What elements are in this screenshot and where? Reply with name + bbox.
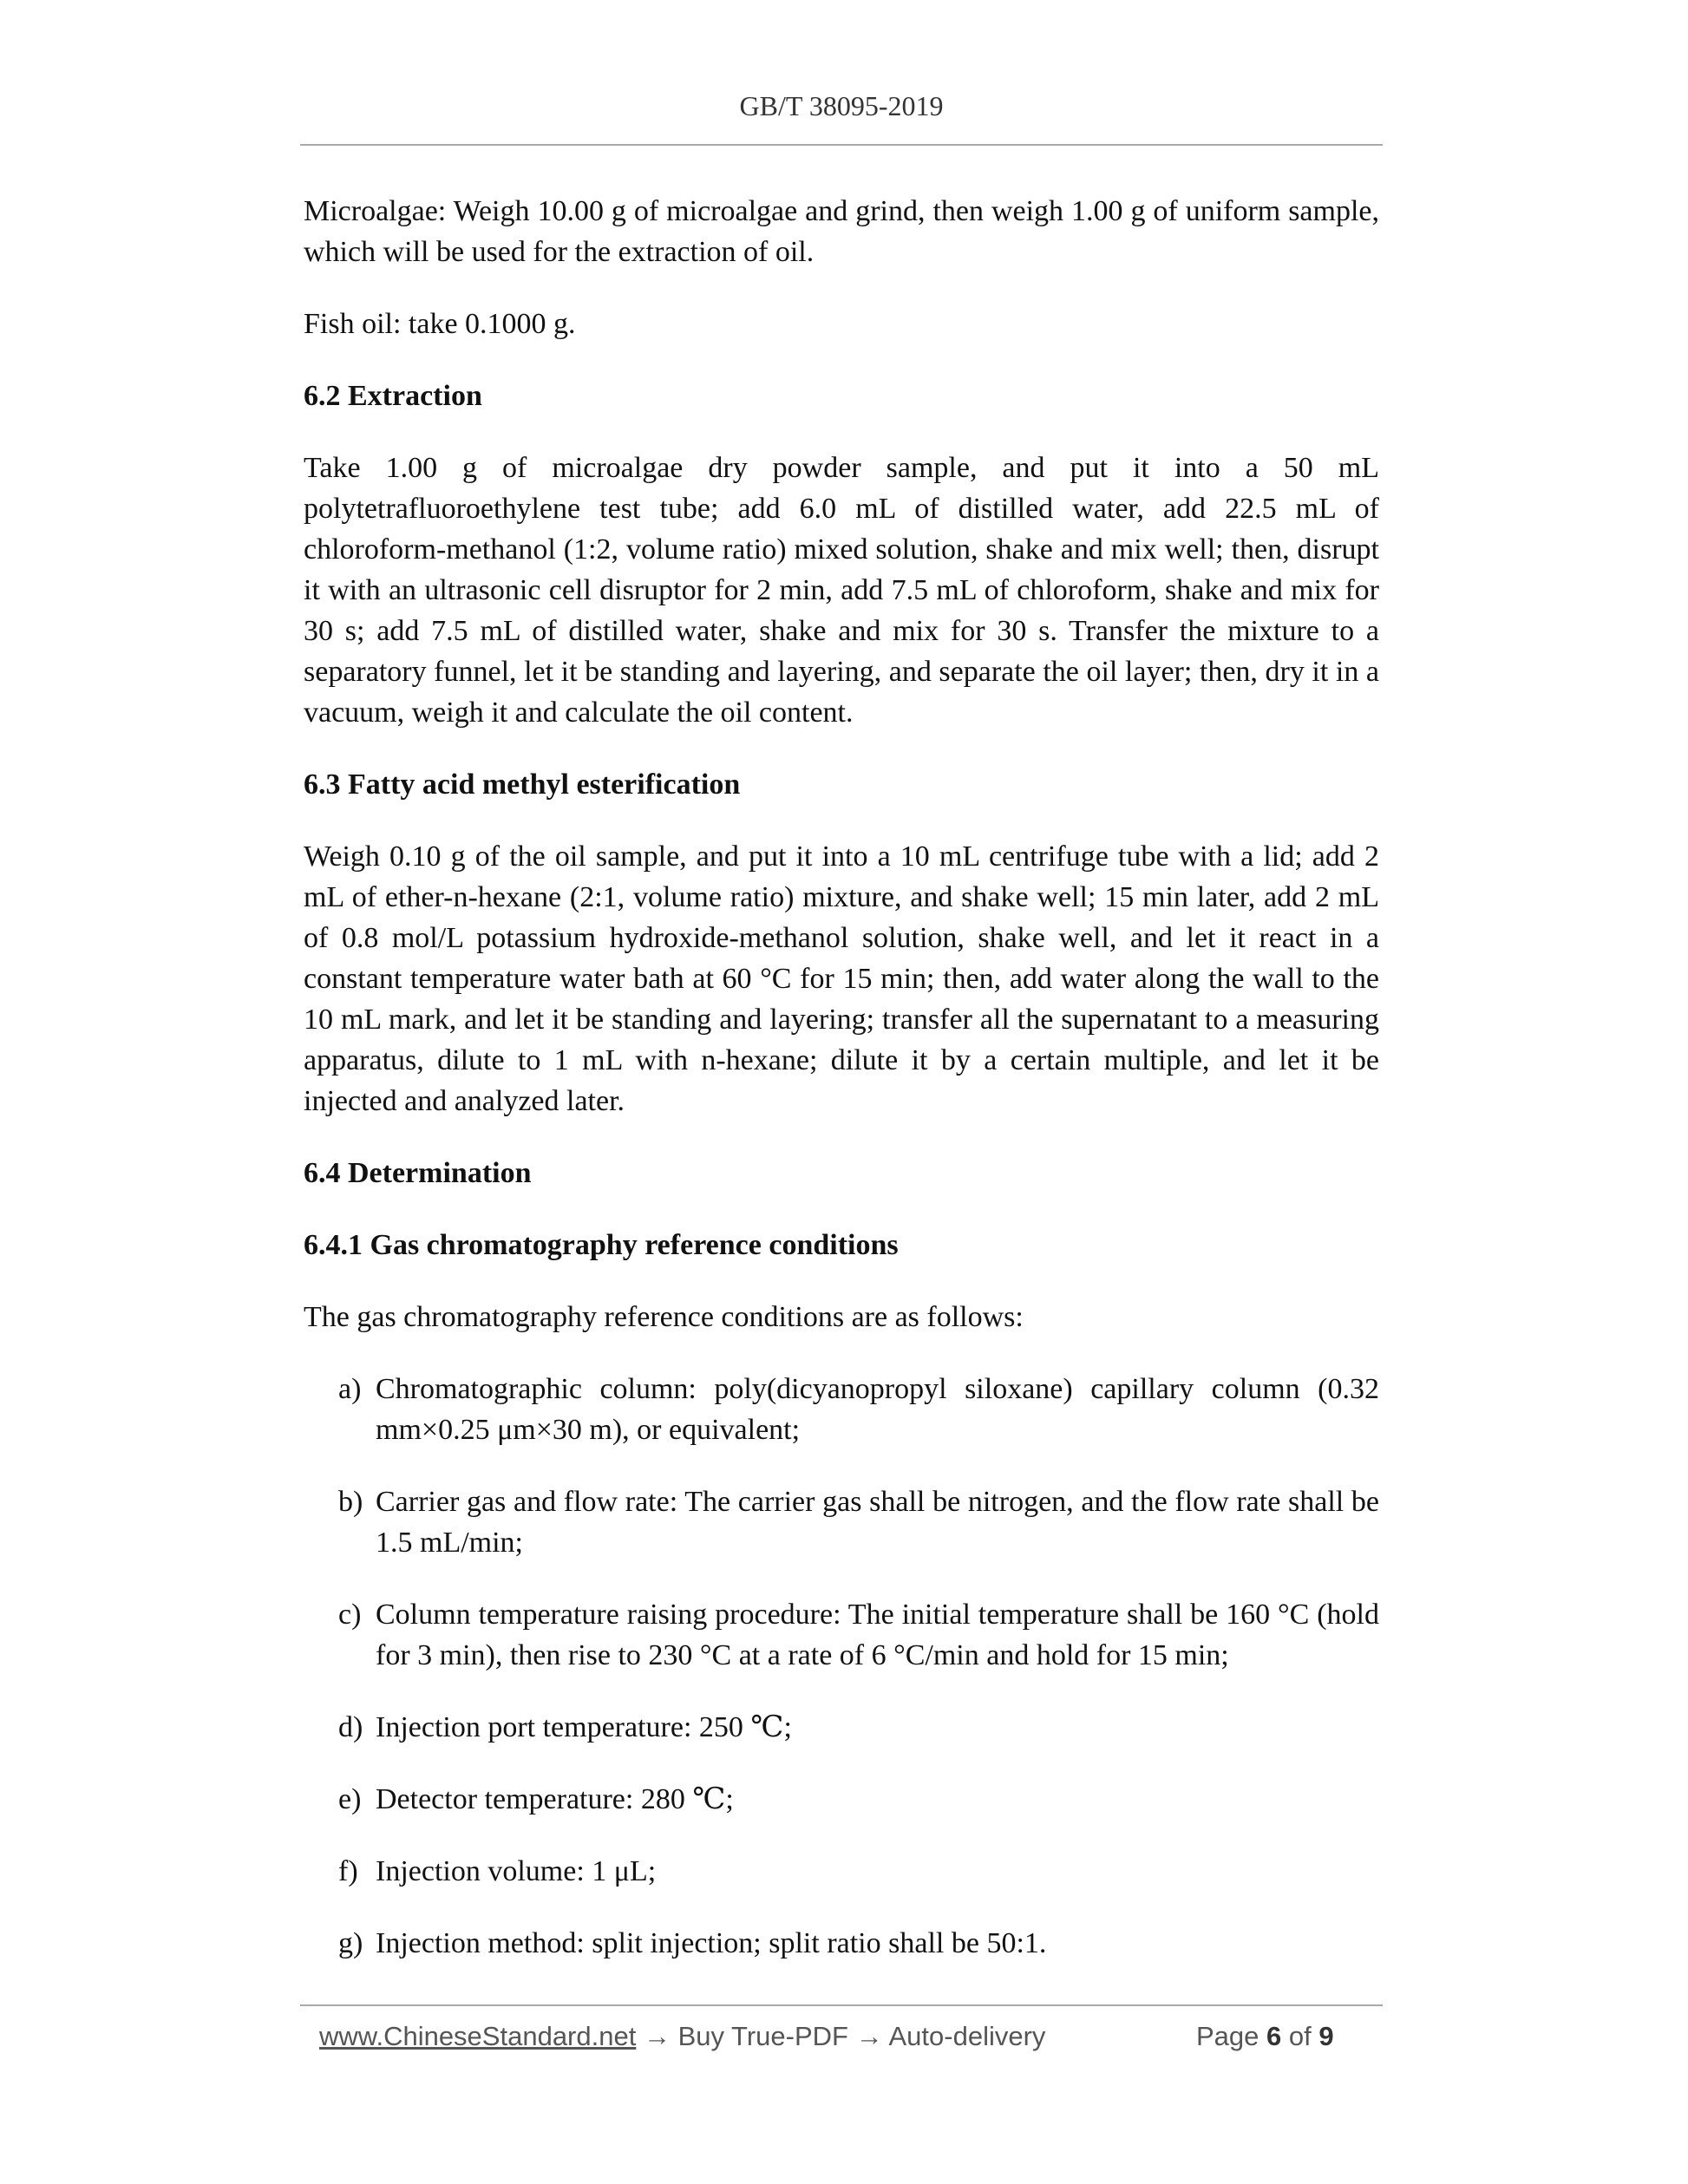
list-item-text: Injection port temperature: 250 ℃; (376, 1711, 792, 1743)
conditions-list (304, 1369, 1379, 1964)
list-marker: g) (338, 1927, 363, 1959)
running-header: GB/T 38095-2019 (739, 90, 944, 121)
page-current: 6 (1266, 2021, 1282, 2051)
paragraph-fish-oil: Fish oil: take 0.1000 g. (304, 308, 576, 340)
auto-delivery-text: Auto-delivery (888, 2021, 1046, 2051)
heading-6-2: 6.2 Extraction (304, 380, 482, 412)
list-marker: b) (338, 1486, 363, 1518)
list-marker: f) (338, 1855, 358, 1887)
list-item (304, 1779, 1379, 1820)
page-total: 9 (1318, 2021, 1334, 2051)
list-item (304, 1851, 1379, 1892)
list-item-text: Chromatographic column: poly(dicyanopropyl siloxane) capillary column (0.32 mm×0.25 μm×30 m), or equivalent; (376, 1373, 1379, 1446)
page-content (304, 191, 1379, 1995)
list-item (304, 1594, 1379, 1676)
header-divider (300, 144, 1383, 146)
list-item (304, 1481, 1379, 1563)
list-marker: a) (338, 1373, 362, 1405)
heading-6-4: 6.4 Determination (304, 1157, 532, 1189)
list-item-text: Carrier gas and flow rate: The carrier gas shall be nitrogen, and the flow rate shall be 1.5 mL/min; (376, 1486, 1379, 1559)
heading-6-4-1: 6.4.1 Gas chromatography reference conditions (304, 1229, 899, 1261)
arrow-right-icon: → (855, 2021, 883, 2051)
list-item (304, 1707, 1379, 1748)
site-link[interactable]: www.ChineseStandard.net (319, 2021, 637, 2051)
page-footer (319, 2021, 1360, 2052)
page-of-label: of (1288, 2021, 1312, 2051)
paragraph-6-3: Weigh 0.10 g of the oil sample, and put it into a 10 mL centrifuge tube with a lid; add 2 mL of ether-n-hexane (2:1, volume ratio) mixture, and shake well; 15 min later, add 2 mL of 0.8 mol/L potassium hydroxide-methanol solution, shake well, and let it react in a constant temperature water bath at 60 °C for 15 min; then, add water along the wall to the 10 mL mark, and let it be standing and layering; transfer all the supernatant to a measuring apparatus, dilute to 1 mL with n-hexane; dilute it by a certain multiple, and let it be injected and analyzed later. (304, 840, 1379, 1117)
paragraph-microalgae: Microalgae: Weigh 10.00 g of microalgae and grind, then weigh 1.00 g of uniform sample, which will be used for the extraction of oil. (304, 195, 1379, 268)
list-marker: d) (338, 1711, 363, 1743)
paragraph-6-2: Take 1.00 g of microalgae dry powder sample, and put it into a 50 mL polytetrafluoroethylene test tube; add 6.0 mL of distilled water, add 22.5 mL of chloroform-methanol (1:2, volume ratio) mixed solution, shake and mix well; then, disrupt it with an ultrasonic cell disruptor for 2 min, add 7.5 mL of chloroform, shake and mix for 30 s; add 7.5 mL of distilled water, shake and mix for 30 s. Transfer the mixture to a separatory funnel, let it be standing and layering, and separate the oil layer; then, dry it in a vacuum, weigh it and calculate the oil content. (304, 452, 1379, 729)
buy-pdf-link[interactable]: Buy True-PDF (677, 2021, 848, 2051)
page-label: Page (1196, 2021, 1259, 2051)
heading-6-3: 6.3 Fatty acid methyl esterification (304, 768, 741, 801)
arrow-right-icon: → (643, 2021, 671, 2051)
list-marker: e) (338, 1783, 362, 1815)
list-item (304, 1923, 1379, 1964)
list-item (304, 1369, 1379, 1450)
list-item-text: Injection method: split injection; split ratio shall be 50:1. (376, 1927, 1047, 1959)
list-item-text: Column temperature raising procedure: The initial temperature shall be 160 °C (hold for 3 min), then rise to 230 °C at a rate of 6 °C/min and hold for 15 min; (376, 1599, 1379, 1671)
list-item-text: Injection volume: 1 μL; (376, 1855, 657, 1887)
page-number (1196, 2021, 1334, 2052)
footer-divider (300, 2004, 1383, 2006)
list-marker: c) (338, 1599, 362, 1631)
list-item-text: Detector temperature: 280 ℃; (376, 1783, 734, 1815)
paragraph-6-4-1: The gas chromatography reference conditions are as follows: (304, 1301, 1024, 1333)
